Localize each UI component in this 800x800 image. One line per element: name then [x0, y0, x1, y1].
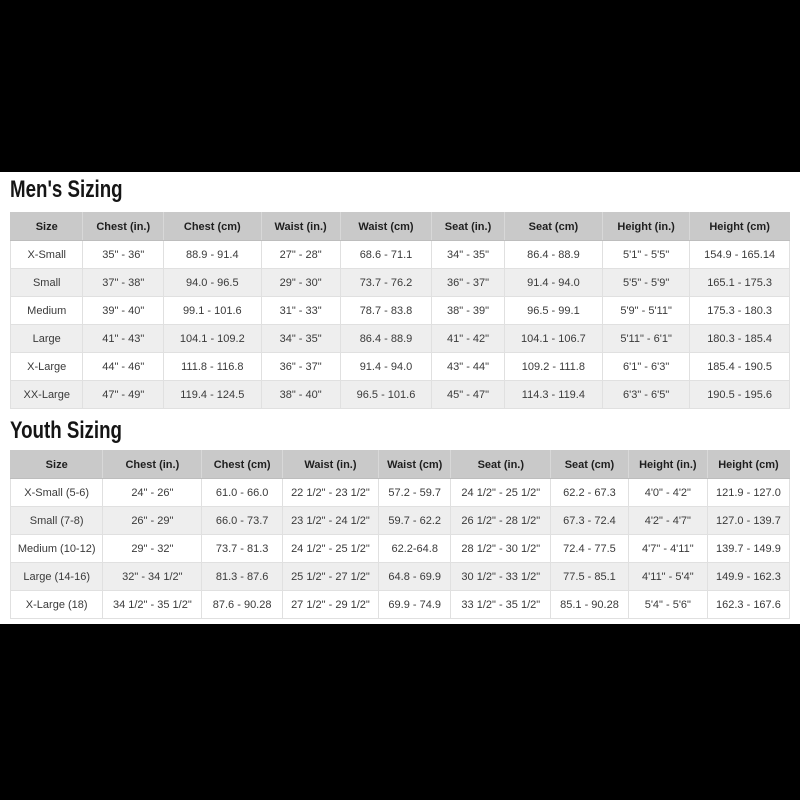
- table-cell: 66.0 - 73.7: [202, 507, 283, 535]
- sizing-charts-content: [0, 172, 800, 624]
- table-cell: 31" - 33": [261, 297, 340, 325]
- table-cell: 6'1" - 6'3": [603, 353, 690, 381]
- table-cell: 26" - 29": [103, 507, 202, 535]
- table-cell: 73.7 - 81.3: [202, 535, 283, 563]
- table-cell: 5'9" - 5'11": [603, 297, 690, 325]
- column-header: Chest (cm): [164, 213, 262, 241]
- table-row: [11, 297, 790, 325]
- table-cell: 99.1 - 101.6: [164, 297, 262, 325]
- table-cell: X-Small (5-6): [11, 479, 103, 507]
- table-cell: 38" - 40": [261, 381, 340, 409]
- table-cell: 104.1 - 109.2: [164, 325, 262, 353]
- table-cell: 86.4 - 88.9: [340, 325, 432, 353]
- table-cell: 34" - 35": [261, 325, 340, 353]
- column-header: Height (cm): [690, 213, 790, 241]
- table-cell: 28 1/2" - 30 1/2": [451, 535, 551, 563]
- table-cell: 61.0 - 66.0: [202, 479, 283, 507]
- table-cell: 111.8 - 116.8: [164, 353, 262, 381]
- column-header: Seat (cm): [504, 213, 602, 241]
- table-cell: 41" - 43": [83, 325, 164, 353]
- table-cell: 4'0" - 4'2": [628, 479, 707, 507]
- table-cell: 109.2 - 111.8: [504, 353, 602, 381]
- table-cell: Large: [11, 325, 83, 353]
- table-cell: 59.7 - 62.2: [378, 507, 450, 535]
- table-cell: 162.3 - 167.6: [707, 591, 789, 619]
- table-cell: 25 1/2" - 27 1/2": [282, 563, 378, 591]
- table-cell: 36" - 37": [261, 353, 340, 381]
- youth-sizing-table: [10, 450, 790, 619]
- table-row: [11, 269, 790, 297]
- table-cell: 4'7" - 4'11": [628, 535, 707, 563]
- table-cell: 154.9 - 165.14: [690, 241, 790, 269]
- table-cell: XX-Large: [11, 381, 83, 409]
- table-cell: 91.4 - 94.0: [340, 353, 432, 381]
- table-cell: 26 1/2" - 28 1/2": [451, 507, 551, 535]
- table-cell: 29" - 30": [261, 269, 340, 297]
- table-cell: 77.5 - 85.1: [551, 563, 629, 591]
- table-cell: 24 1/2" - 25 1/2": [282, 535, 378, 563]
- table-cell: 121.9 - 127.0: [707, 479, 789, 507]
- table-cell: 73.7 - 76.2: [340, 269, 432, 297]
- table-cell: 86.4 - 88.9: [504, 241, 602, 269]
- column-header: Chest (cm): [202, 451, 283, 479]
- table-row: [11, 353, 790, 381]
- table-cell: Medium: [11, 297, 83, 325]
- table-cell: 96.5 - 99.1: [504, 297, 602, 325]
- column-header: Seat (in.): [432, 213, 504, 241]
- table-cell: 34 1/2" - 35 1/2": [103, 591, 202, 619]
- table-cell: 119.4 - 124.5: [164, 381, 262, 409]
- table-row: [11, 563, 790, 591]
- column-header: Waist (cm): [340, 213, 432, 241]
- column-header: Height (in.): [628, 451, 707, 479]
- mens-sizing-title: Men's Sizing: [10, 176, 123, 203]
- table-cell: 33 1/2" - 35 1/2": [451, 591, 551, 619]
- table-cell: 81.3 - 87.6: [202, 563, 283, 591]
- table-cell: 190.5 - 195.6: [690, 381, 790, 409]
- table-cell: 78.7 - 83.8: [340, 297, 432, 325]
- table-cell: 72.4 - 77.5: [551, 535, 629, 563]
- table-row: [11, 507, 790, 535]
- table-cell: 5'4" - 5'6": [628, 591, 707, 619]
- mens-sizing-title-wrap: [10, 177, 790, 203]
- table-cell: 127.0 - 139.7: [707, 507, 789, 535]
- column-header: Seat (cm): [551, 451, 629, 479]
- table-cell: 29" - 32": [103, 535, 202, 563]
- table-cell: 62.2-64.8: [378, 535, 450, 563]
- mens-table-header: [11, 213, 790, 241]
- column-header: Height (in.): [603, 213, 690, 241]
- table-cell: 175.3 - 180.3: [690, 297, 790, 325]
- table-cell: 104.1 - 106.7: [504, 325, 602, 353]
- table-cell: 47" - 49": [83, 381, 164, 409]
- table-cell: 57.2 - 59.7: [378, 479, 450, 507]
- table-row: [11, 479, 790, 507]
- table-cell: 68.6 - 71.1: [340, 241, 432, 269]
- table-cell: X-Small: [11, 241, 83, 269]
- table-cell: 139.7 - 149.9: [707, 535, 789, 563]
- table-cell: 85.1 - 90.28: [551, 591, 629, 619]
- column-header: Size: [11, 213, 83, 241]
- table-cell: 30 1/2" - 33 1/2": [451, 563, 551, 591]
- youth-sizing-title: Youth Sizing: [10, 417, 122, 444]
- table-cell: 36" - 37": [432, 269, 504, 297]
- table-cell: 96.5 - 101.6: [340, 381, 432, 409]
- table-cell: 87.6 - 90.28: [202, 591, 283, 619]
- table-cell: 4'2" - 4'7": [628, 507, 707, 535]
- table-cell: 149.9 - 162.3: [707, 563, 789, 591]
- table-cell: 4'11" - 5'4": [628, 563, 707, 591]
- table-cell: 34" - 35": [432, 241, 504, 269]
- table-cell: 94.0 - 96.5: [164, 269, 262, 297]
- header-row: [11, 451, 790, 479]
- table-cell: 35" - 36": [83, 241, 164, 269]
- youth-sizing-title-wrap: [10, 418, 790, 444]
- table-cell: 43" - 44": [432, 353, 504, 381]
- table-row: [11, 241, 790, 269]
- column-header: Chest (in.): [83, 213, 164, 241]
- table-cell: 88.9 - 91.4: [164, 241, 262, 269]
- table-cell: 91.4 - 94.0: [504, 269, 602, 297]
- mens-sizing-table: [10, 212, 790, 409]
- mens-table-body: [11, 241, 790, 409]
- table-cell: 67.3 - 72.4: [551, 507, 629, 535]
- table-cell: 24 1/2" - 25 1/2": [451, 479, 551, 507]
- table-cell: 114.3 - 119.4: [504, 381, 602, 409]
- table-cell: Large (14-16): [11, 563, 103, 591]
- youth-table-header: [11, 451, 790, 479]
- header-row: [11, 213, 790, 241]
- table-row: [11, 535, 790, 563]
- table-cell: 5'5" - 5'9": [603, 269, 690, 297]
- table-cell: 22 1/2" - 23 1/2": [282, 479, 378, 507]
- table-cell: 23 1/2" - 24 1/2": [282, 507, 378, 535]
- table-cell: 27 1/2" - 29 1/2": [282, 591, 378, 619]
- table-cell: 5'1" - 5'5": [603, 241, 690, 269]
- table-cell: 62.2 - 67.3: [551, 479, 629, 507]
- table-row: [11, 381, 790, 409]
- table-cell: Small: [11, 269, 83, 297]
- table-cell: 24" - 26": [103, 479, 202, 507]
- table-cell: X-Large: [11, 353, 83, 381]
- table-cell: X-Large (18): [11, 591, 103, 619]
- table-cell: 180.3 - 185.4: [690, 325, 790, 353]
- table-cell: 37" - 38": [83, 269, 164, 297]
- bottom-black-band: [0, 624, 800, 800]
- table-cell: 69.9 - 74.9: [378, 591, 450, 619]
- column-header: Chest (in.): [103, 451, 202, 479]
- table-cell: 39" - 40": [83, 297, 164, 325]
- youth-table-body: [11, 479, 790, 619]
- table-cell: Small (7-8): [11, 507, 103, 535]
- table-cell: 165.1 - 175.3: [690, 269, 790, 297]
- column-header: Height (cm): [707, 451, 789, 479]
- column-header: Waist (in.): [282, 451, 378, 479]
- table-cell: 41" - 42": [432, 325, 504, 353]
- table-cell: 38" - 39": [432, 297, 504, 325]
- top-black-band: [0, 0, 800, 172]
- table-cell: 5'11" - 6'1": [603, 325, 690, 353]
- table-row: [11, 325, 790, 353]
- table-cell: Medium (10-12): [11, 535, 103, 563]
- table-cell: 45" - 47": [432, 381, 504, 409]
- table-cell: 64.8 - 69.9: [378, 563, 450, 591]
- table-cell: 185.4 - 190.5: [690, 353, 790, 381]
- table-cell: 6'3" - 6'5": [603, 381, 690, 409]
- table-row: [11, 591, 790, 619]
- column-header: Size: [11, 451, 103, 479]
- column-header: Seat (in.): [451, 451, 551, 479]
- table-cell: 44" - 46": [83, 353, 164, 381]
- table-cell: 27" - 28": [261, 241, 340, 269]
- column-header: Waist (cm): [378, 451, 450, 479]
- column-header: Waist (in.): [261, 213, 340, 241]
- table-cell: 32" - 34 1/2": [103, 563, 202, 591]
